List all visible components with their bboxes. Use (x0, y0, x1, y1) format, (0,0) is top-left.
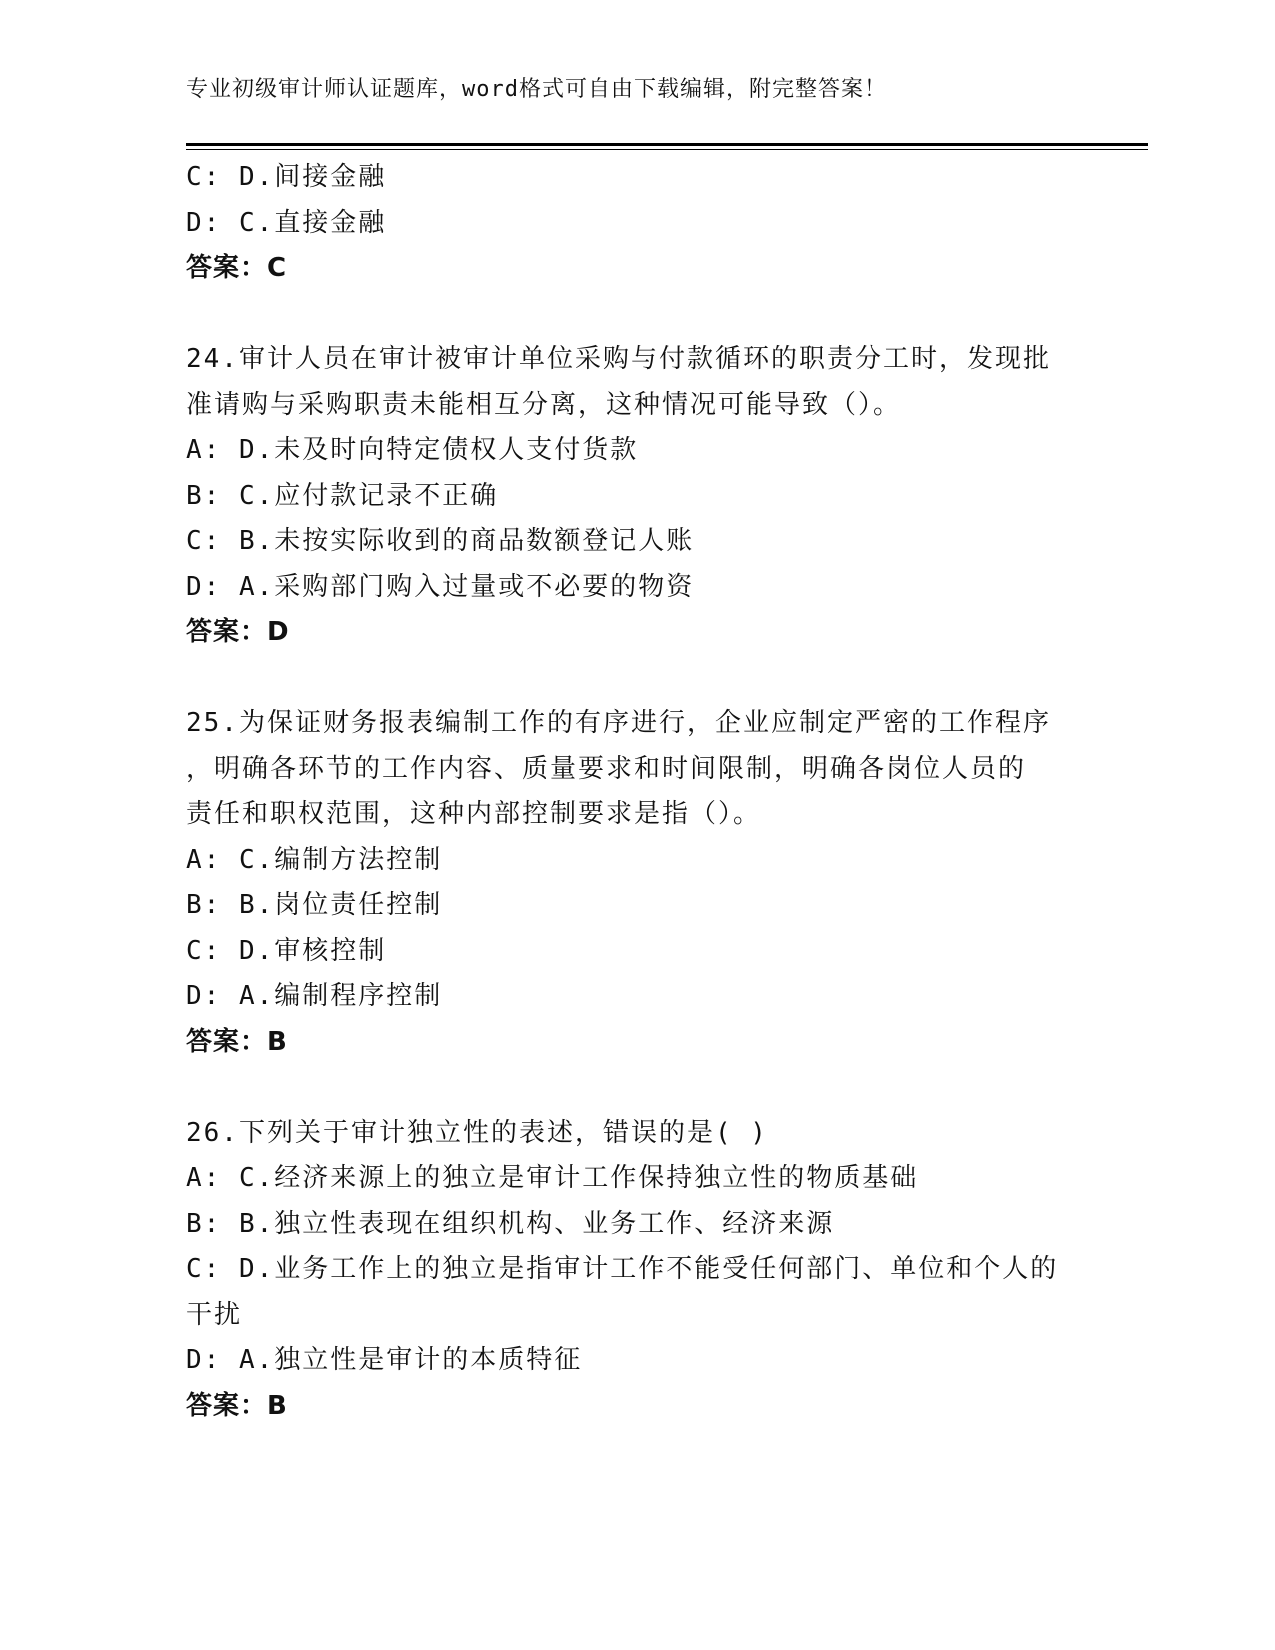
option-d: D: C.直接金融 (186, 207, 387, 238)
header-rule-thick (186, 143, 1148, 146)
option-a: A: D.未及时向特定债权人支付货款 (186, 435, 639, 465)
question-text: ，明确各环节的工作内容、质量要求和时间限制，明确各岗位人员的 (186, 753, 1027, 784)
question-26 (186, 1111, 1086, 1430)
option-d: D: A.采购部门购入过量或不必要的物资 (186, 571, 695, 602)
question-text: 26.下列关于审计独立性的表述，错误的是( ) (186, 1117, 768, 1148)
option-d: D: A.编制程序控制 (186, 981, 443, 1011)
spacer (186, 656, 1086, 702)
question-text: 24.审计人员在审计被审计单位采购与付款循环的职责分工时，发现批 (186, 344, 1051, 374)
question-text: 25.为保证财务报表编制工作的有序进行，企业应制定严密的工作程序 (186, 708, 1051, 738)
question-text: 责任和职权范围，这种内部控制要求是指（）。 (186, 799, 762, 829)
question-23 (186, 155, 1086, 292)
option-a: A: C.编制方法控制 (186, 844, 443, 875)
option-c: C: D.间接金融 (186, 162, 387, 192)
answer: 答案：B (186, 1390, 288, 1421)
option-b: B: B.岗位责任控制 (186, 890, 443, 920)
answer: 答案：D (186, 617, 290, 647)
question-24 (186, 337, 1086, 656)
answer: 答案：B (186, 1026, 288, 1057)
option-d: D: A.独立性是审计的本质特征 (186, 1345, 583, 1375)
option-c: C: B.未按实际收到的商品数额登记人账 (186, 526, 695, 556)
spacer (186, 292, 1086, 338)
option-c-continued: 干扰 (186, 1299, 243, 1330)
option-a: A: C.经济来源上的独立是审计工作保持独立性的物质基础 (186, 1163, 919, 1193)
spacer (186, 1065, 1086, 1111)
page-header: 专业初级审计师认证题库，word格式可自由下载编辑，附完整答案！ (186, 77, 887, 102)
option-b: B: C.应付款记录不正确 (186, 480, 499, 511)
header-rule-thin (186, 149, 1148, 150)
option-c: C: D.业务工作上的独立是指审计工作不能受任何部门、单位和个人的 (186, 1254, 1059, 1284)
option-b: B: B.独立性表现在组织机构、业务工作、经济来源 (186, 1208, 835, 1239)
question-list (186, 155, 1086, 1429)
option-c: C: D.审核控制 (186, 935, 387, 966)
question-text: 准请购与采购职责未能相互分离，这种情况可能导致（）。 (186, 389, 902, 420)
question-25 (186, 701, 1086, 1065)
answer: 答案：C (186, 253, 288, 283)
